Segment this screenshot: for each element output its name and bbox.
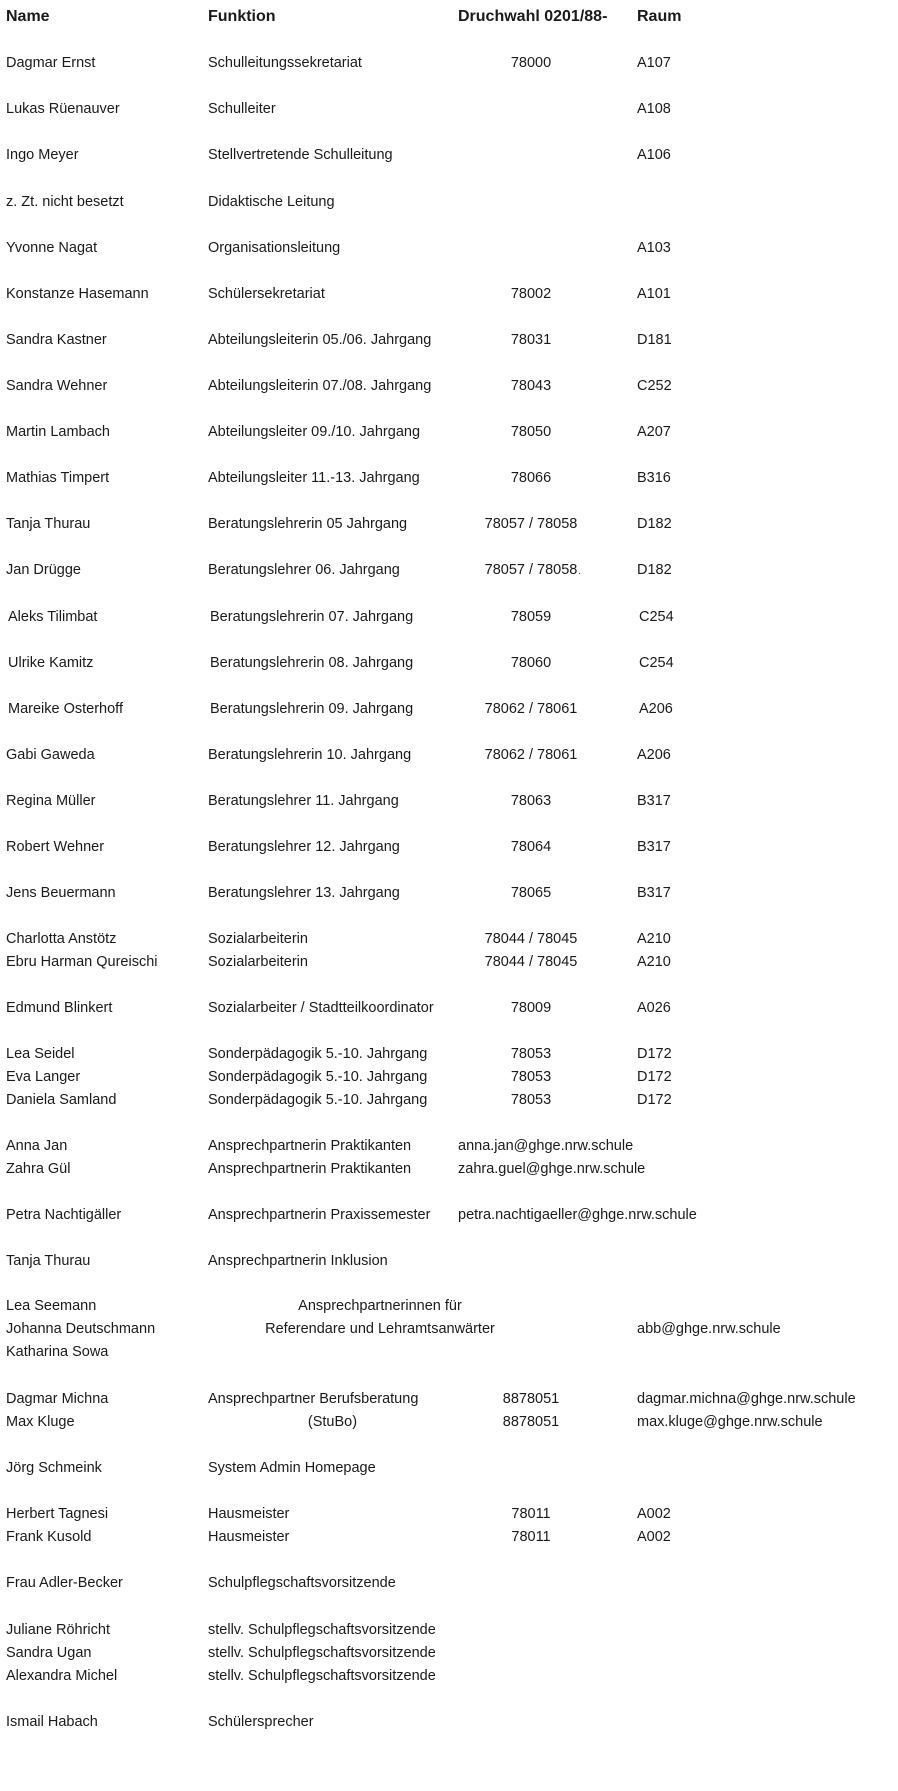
cell-name: Alexandra Michel <box>6 1668 118 1684</box>
cell-name: Lea Seidel <box>6 1046 75 1062</box>
header-function: Funktion <box>208 8 276 25</box>
cell-function: (StuBo) <box>307 1414 358 1430</box>
cell-extension: 78002 <box>510 286 552 302</box>
cell-room: A108 <box>637 101 671 117</box>
cell-room: C252 <box>637 378 672 394</box>
cell-name: Ismail Habach <box>6 1714 98 1730</box>
cell-name: Charlotta Anstötz <box>6 931 117 947</box>
cell-name: Juliane Röhricht <box>6 1622 110 1638</box>
cell-name: Dagmar Michna <box>6 1391 109 1407</box>
cell-name: Daniela Samland <box>6 1092 117 1108</box>
cell-name: Tanja Thurau <box>6 1253 91 1269</box>
cell-function: Schulleiter <box>208 101 276 117</box>
cell-extension: 78065 <box>510 885 552 901</box>
cell-extension: 78000 <box>510 55 552 71</box>
cell-email: anna.jan@ghge.nrw.schule <box>458 1138 634 1154</box>
cell-room: A026 <box>637 1000 671 1016</box>
cell-function: Schülersprecher <box>208 1714 314 1730</box>
cell-function: Beratungslehrer 11. Jahrgang <box>208 793 399 809</box>
cell-function: Sozialarbeiter / Stadtteilkoordinator <box>208 1000 434 1016</box>
cell-function: Sonderpädagogik 5.-10. Jahrgang <box>208 1069 428 1085</box>
cell-function: Ansprechpartner Berufsberatung <box>208 1391 419 1407</box>
cell-extension: 78050 <box>510 424 552 440</box>
cell-name: Eva Langer <box>6 1069 81 1085</box>
cell-room: D172 <box>637 1069 672 1085</box>
cell-function: Abteilungsleiterin 05./06. Jahrgang <box>208 332 432 348</box>
cell-function: Abteilungsleiter 11.-13. Jahrgang <box>208 470 420 486</box>
cell-function: Beratungslehrer 13. Jahrgang <box>208 885 400 901</box>
cell-function: Organisationsleitung <box>208 240 341 256</box>
cell-room: B317 <box>637 793 671 809</box>
cell-room: A210 <box>637 931 671 947</box>
cell-function: Stellvertretende Schulleitung <box>208 147 393 163</box>
cell-room: A206 <box>637 747 671 763</box>
cell-name: Aleks Tilimbat <box>8 609 98 625</box>
cell-function: Ansprechpartnerin Praktikanten <box>208 1161 412 1177</box>
cell-extension: 78031 <box>510 332 552 348</box>
cell-extension: 78059 <box>510 609 552 625</box>
cell-name: Mareike Osterhoff <box>8 701 123 717</box>
cell-extension: 78009 <box>510 1000 552 1016</box>
cell-name: Jörg Schmeink <box>6 1460 102 1476</box>
cell-function: Beratungslehrerin 08. Jahrgang <box>210 655 414 671</box>
cell-name: Dagmar Ernst <box>6 55 96 71</box>
cell-extension: 78044 / 78045 <box>484 954 578 970</box>
referendare-line1: Ansprechpartnerinnen für <box>298 1298 462 1314</box>
cell-name: Martin Lambach <box>6 424 110 440</box>
cell-room: D172 <box>637 1046 672 1062</box>
cell-room: A002 <box>637 1529 671 1545</box>
cell-function: Schulleitungssekretariat <box>208 55 362 71</box>
cell-name: Konstanze Hasemann <box>6 286 149 302</box>
cell-name: Zahra Gül <box>6 1161 71 1177</box>
cell-room: D182 <box>637 516 672 532</box>
cell-function: Ansprechpartnerin Praktikanten <box>208 1138 412 1154</box>
cell-name: Frau Adler-Becker <box>6 1575 123 1591</box>
cell-extension: 78044 / 78045 <box>484 931 578 947</box>
cell-name: Lea Seemann <box>6 1298 97 1314</box>
cell-extension: 78066 <box>510 470 552 486</box>
cell-name: Sandra Ugan <box>6 1645 92 1661</box>
cell-name: Gabi Gaweda <box>6 747 95 763</box>
cell-extension: 78060 <box>510 655 552 671</box>
cell-name: Petra Nachtigäller <box>6 1207 122 1223</box>
cell-function: stellv. Schulpflegschaftsvorsitzende <box>208 1668 436 1684</box>
cell-name: Edmund Blinkert <box>6 1000 113 1016</box>
cell-function: Beratungslehrerin 05 Jahrgang <box>208 516 408 532</box>
cell-name: Yvonne Nagat <box>6 240 98 256</box>
cell-name: Lukas Rüenauver <box>6 101 120 117</box>
cell-function: Sonderpädagogik 5.-10. Jahrgang <box>208 1092 428 1108</box>
cell-function: System Admin Homepage <box>208 1460 376 1476</box>
cell-function: Abteilungsleiterin 07./08. Jahrgang <box>208 378 432 394</box>
cell-extension: 78053 <box>510 1092 552 1108</box>
referendare-email: abb@ghge.nrw.schule <box>637 1321 781 1337</box>
stray-mark: · <box>578 568 582 579</box>
cell-function: Didaktische Leitung <box>208 194 335 210</box>
cell-name: Ebru Harman Qureischi <box>6 954 158 970</box>
cell-function: Beratungslehrerin 07. Jahrgang <box>210 609 414 625</box>
cell-name: Frank Kusold <box>6 1529 92 1545</box>
cell-function: stellv. Schulpflegschaftsvorsitzende <box>208 1645 436 1661</box>
cell-function: Abteilungsleiter 09./10. Jahrgang <box>208 424 421 440</box>
cell-room: A107 <box>637 55 671 71</box>
cell-function: Schülersekretariat <box>208 286 325 302</box>
cell-function: Beratungslehrer 12. Jahrgang <box>208 839 400 855</box>
cell-function: Beratungslehrerin 10. Jahrgang <box>208 747 412 763</box>
cell-room: A103 <box>637 240 671 256</box>
cell-extension: 78011 <box>511 1529 551 1545</box>
cell-room: B317 <box>637 839 671 855</box>
cell-extension: 8878051 <box>502 1391 560 1407</box>
cell-extension: 78011 <box>511 1506 551 1522</box>
cell-room: A106 <box>637 147 671 163</box>
cell-email: zahra.guel@ghge.nrw.schule <box>458 1161 646 1177</box>
cell-name: Sandra Kastner <box>6 332 107 348</box>
cell-name: Anna Jan <box>6 1138 68 1154</box>
cell-name: Ingo Meyer <box>6 147 79 163</box>
cell-name: Robert Wehner <box>6 839 105 855</box>
cell-function: Sonderpädagogik 5.-10. Jahrgang <box>208 1046 428 1062</box>
cell-name: Jens Beuermann <box>6 885 116 901</box>
header-name: Name <box>6 8 50 25</box>
referendare-line2: Referendare und Lehramtsanwärter <box>265 1321 495 1337</box>
header-extension: Druchwahl 0201/88- <box>458 8 608 25</box>
cell-room: D172 <box>637 1092 672 1108</box>
cell-function: Hausmeister <box>208 1529 290 1545</box>
cell-name: Herbert Tagnesi <box>6 1506 109 1522</box>
cell-extension: 78043 <box>510 378 552 394</box>
cell-name: Mathias Timpert <box>6 470 110 486</box>
cell-room: A210 <box>637 954 671 970</box>
cell-name: Tanja Thurau <box>6 516 91 532</box>
cell-extension: 78057 / 78058 <box>484 516 578 532</box>
cell-room: D181 <box>637 332 672 348</box>
cell-extension: 78063 <box>510 793 552 809</box>
cell-name: z. Zt. nicht besetzt <box>6 194 124 210</box>
cell-room: A206 <box>639 701 673 717</box>
cell-function: Schulpflegschaftsvorsitzende <box>208 1575 396 1591</box>
cell-room: B317 <box>637 885 671 901</box>
cell-extension: 8878051 <box>502 1414 560 1430</box>
cell-function: stellv. Schulpflegschaftsvorsitzende <box>208 1622 436 1638</box>
cell-function: Sozialarbeiterin <box>208 931 308 947</box>
cell-name: Ulrike Kamitz <box>8 655 94 671</box>
cell-room: A101 <box>637 286 671 302</box>
cell-room: A207 <box>637 424 671 440</box>
cell-room: C254 <box>639 609 674 625</box>
cell-extension: 78062 / 78061 <box>484 747 578 763</box>
cell-room: B316 <box>637 470 671 486</box>
cell-extension: 78053 <box>510 1046 552 1062</box>
cell-name: Regina Müller <box>6 793 96 809</box>
cell-email: dagmar.michna@ghge.nrw.schule <box>637 1391 856 1407</box>
cell-room: A002 <box>637 1506 671 1522</box>
cell-name: Max Kluge <box>6 1414 75 1430</box>
cell-email: petra.nachtigaeller@ghge.nrw.schule <box>458 1207 697 1223</box>
cell-extension: 78064 <box>510 839 552 855</box>
cell-room: C254 <box>639 655 674 671</box>
cell-name: Johanna Deutschmann <box>6 1321 156 1337</box>
cell-email: max.kluge@ghge.nrw.schule <box>637 1414 823 1430</box>
cell-extension: 78062 / 78061 <box>484 701 578 717</box>
cell-extension: 78053 <box>510 1069 552 1085</box>
cell-function: Beratungslehrer 06. Jahrgang <box>208 562 400 578</box>
cell-room: D182 <box>637 562 672 578</box>
cell-function: Hausmeister <box>208 1506 290 1522</box>
cell-extension: 78057 / 78058 <box>484 562 578 578</box>
cell-function: Ansprechpartnerin Praxissemester <box>208 1207 431 1223</box>
cell-name: Jan Drügge <box>6 562 81 578</box>
cell-function: Sozialarbeiterin <box>208 954 308 970</box>
cell-name: Sandra Wehner <box>6 378 108 394</box>
cell-function: Beratungslehrerin 09. Jahrgang <box>210 701 414 717</box>
cell-function: Ansprechpartnerin Inklusion <box>208 1253 388 1269</box>
cell-name: Katharina Sowa <box>6 1344 109 1360</box>
header-room: Raum <box>637 8 682 25</box>
